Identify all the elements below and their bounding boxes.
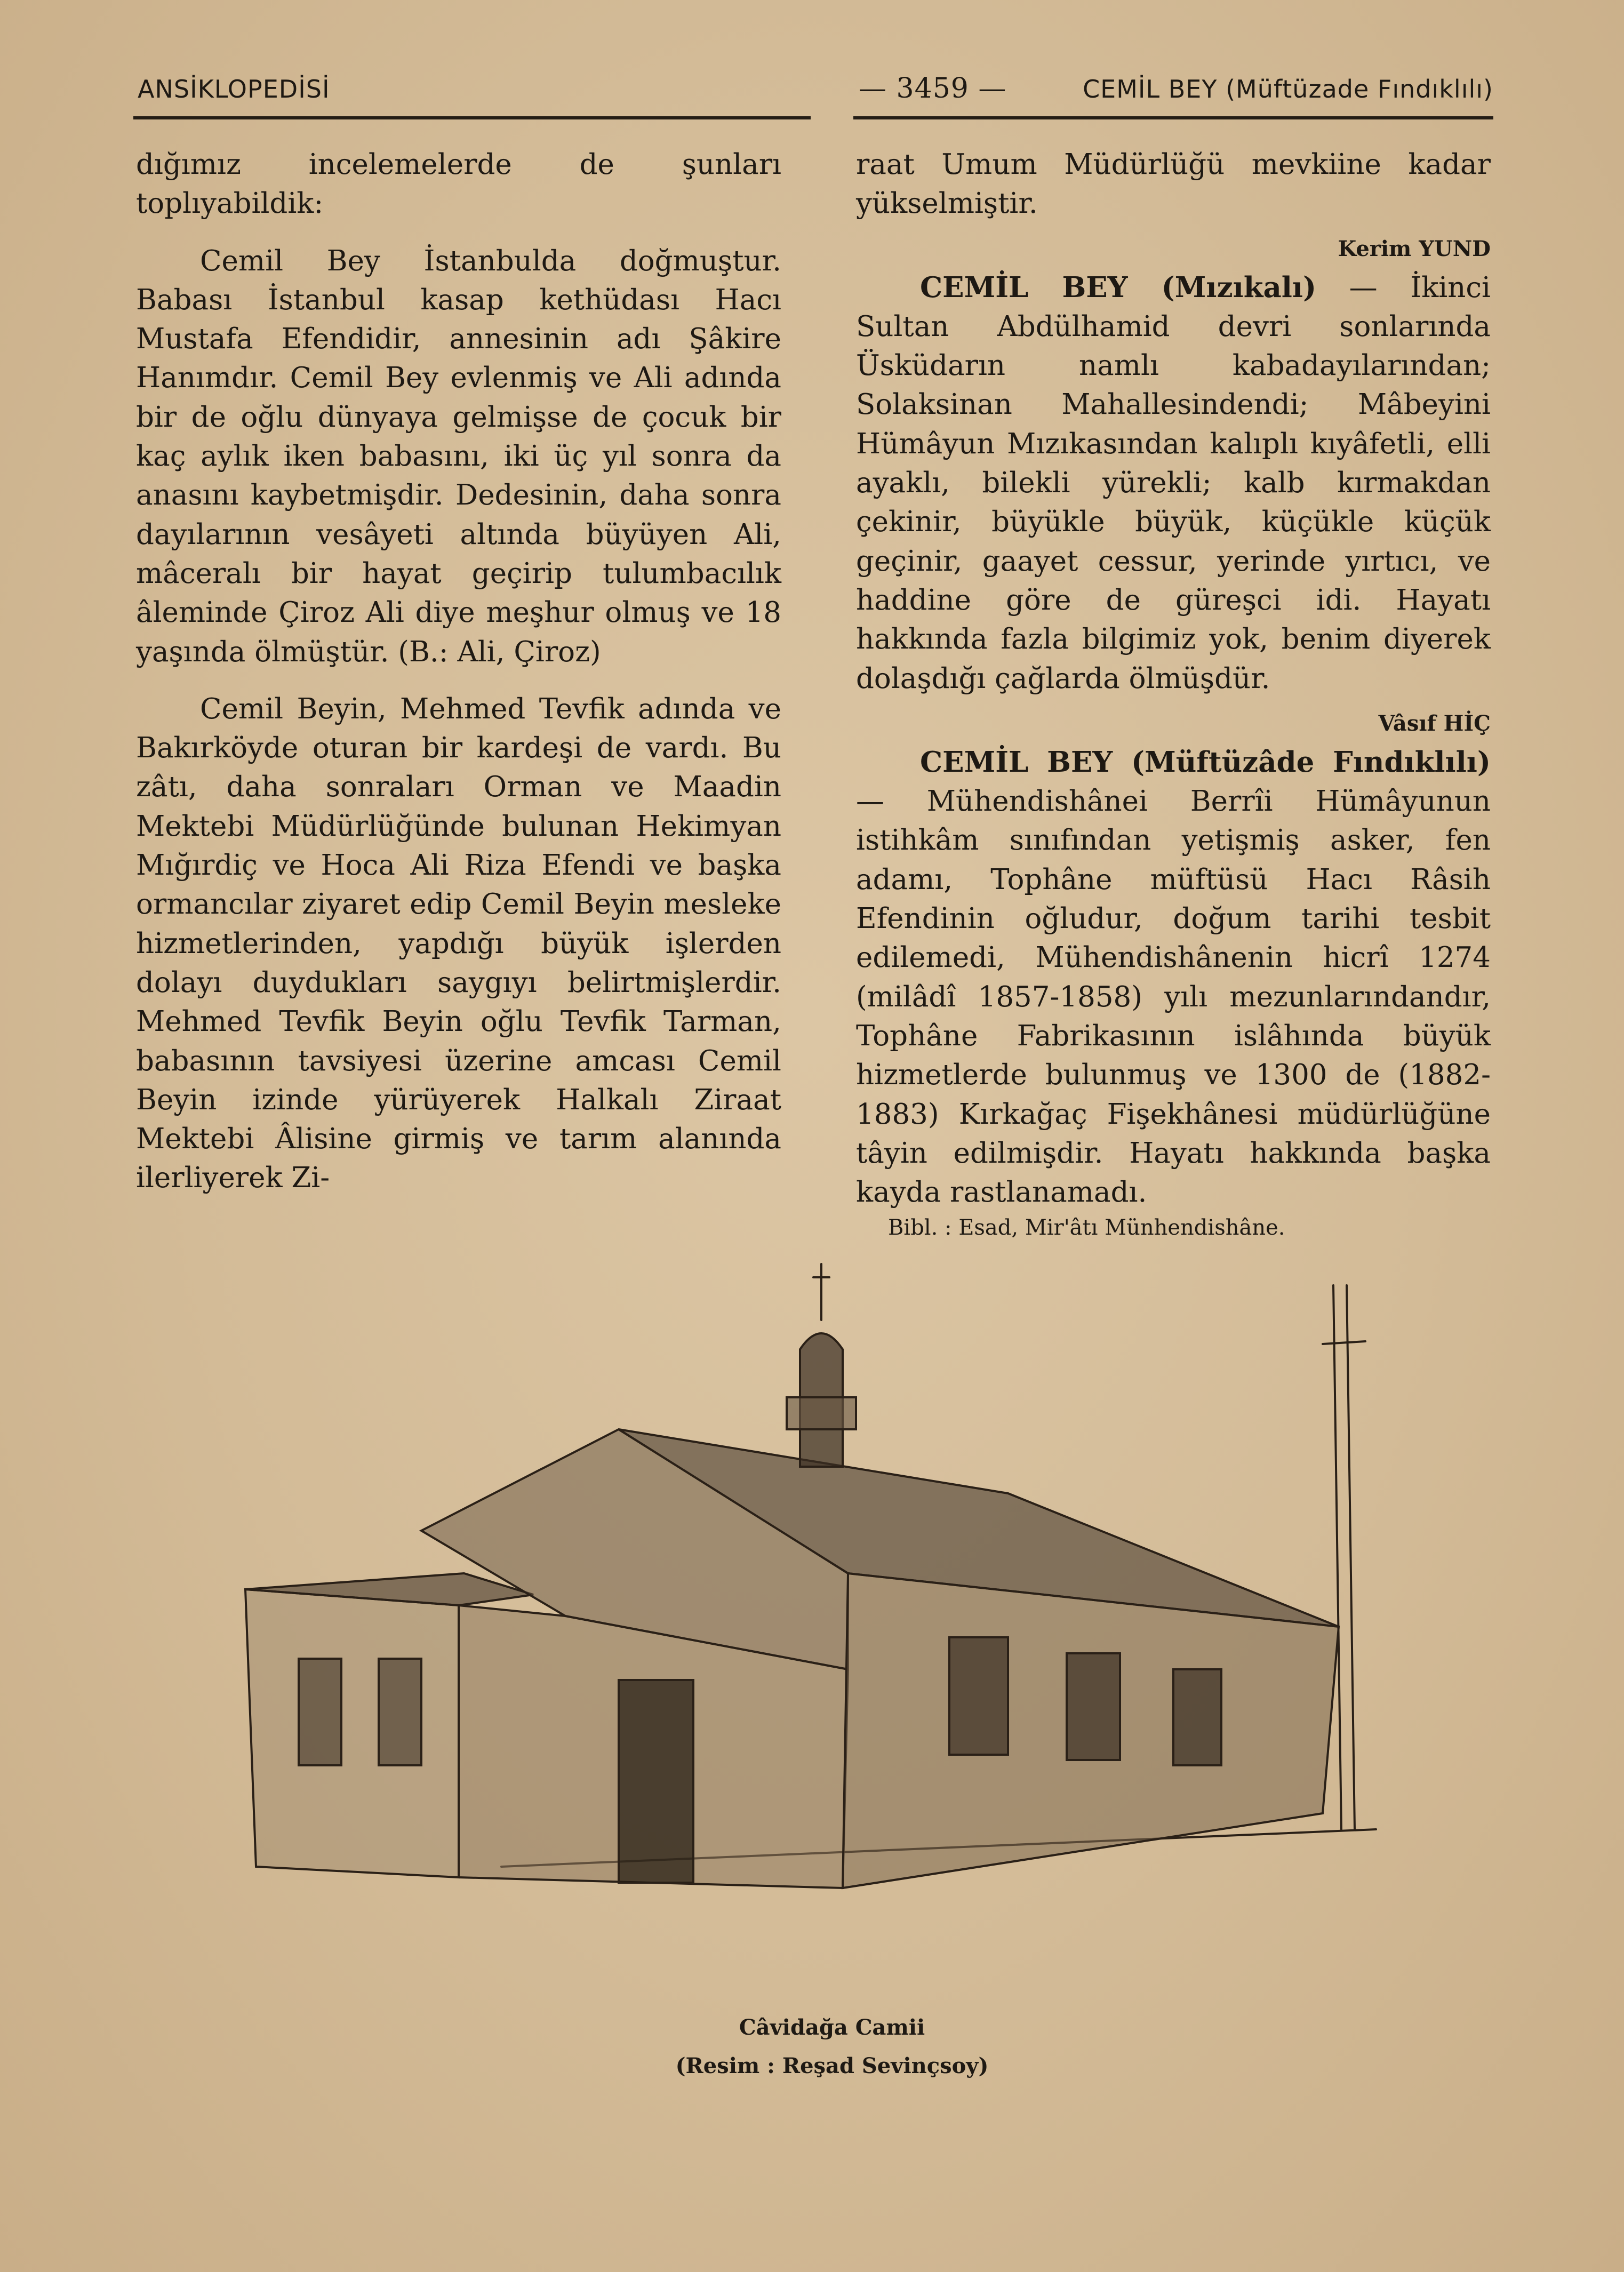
figure-caption-credit: (Resim : Reşad Sevinçsoy) bbox=[675, 2053, 989, 2078]
author-signature: Kerim YUND bbox=[1338, 236, 1491, 261]
header-rule-left bbox=[133, 116, 811, 119]
header-running-title: CEMİL BEY (Müftüzade Fındıklılı) bbox=[1083, 75, 1493, 103]
paragraph: dığımız incelemelerde de şunları toplıyabildik: bbox=[136, 148, 781, 220]
entry-body: — Mühendishânei Berrîi Hümâyunun istihkâm sınıfından yetişmiş asker, fen adamı, Tophâne müftüsü Hacı Râsih Efendinin oğludur, doğum tarihi tesbit edilemedi, Mühendishânenin hicrî 1274 (milâdî 1857-1858) yılı mezunlarındandır, Tophâne Fabrikasının islâhında büyük hizmetlerde bulunmuş ve 1300 de (1882-1883) Kırkağaç Fişekhânesi müdürlüğüne tâyin edilmişdir. Hayatı hakkında başka kayda rastlanamadı. bbox=[856, 785, 1491, 1209]
bibliography: Bibl. : Esad, Mir'âtı Münhendishâne. bbox=[888, 1215, 1285, 1241]
author-signature: Vâsıf HİÇ bbox=[1378, 710, 1491, 736]
page-number: — 3459 — bbox=[859, 73, 1007, 105]
entry-title: CEMİL BEY (Müftüzâde Fındıklılı) bbox=[920, 745, 1491, 779]
header-rule-right bbox=[853, 116, 1493, 119]
left-column bbox=[136, 145, 781, 1198]
entry-body: — İkinci Sultan Abdülhamid devri sonlarında Üsküdarın namlı kabadayılarından; Solaksinan Mahallesindendi; Mâbeyini Hümâyun Mızıkasından kalıplı kıyâfetli, elli ayaklı, bilekli yürekli; kalb kırmakdan çekinir, büyükle büyük, küçükle küçük geçinir, gaayet cessur, yerinde yırtıcı, ve haddine göre de güreşci idi. Hayatı hakkında fazla bilgimiz yok, benim diyerek dolaşdığı çağlarda ölmüşdür. bbox=[856, 271, 1491, 695]
entry-cemil-bey-muftuzade bbox=[856, 743, 1491, 1212]
paragraph: Cemil Beyin, Mehmed Tevfik adında ve Bakırköyde oturan bir kardeşi de vardı. Bu zâtı, daha sonraları Orman ve Maadin Mektebi Müdürlüğünde bulunan Hekimyan Mığırdiç ve Hoca Ali Riza Efendi ve başka ormancılar ziyaret edip Cemil Beyin mesleke hizmetlerinden, yapdığı büyük işlerden dolayı duydukları saygıyı belirtmişlerdir. Mehmed Tevfik Beyin oğlu Tevfik Tarman, babasının tavsiyesi üzerine amcası Cemil Beyin izinde yürüyerek Halkalı Ziraat Mektebi Âlisine girmiş ve tarım alanında ilerliyerek Zi- bbox=[136, 692, 781, 1195]
paragraph: Cemil Bey İstanbulda doğmuştur. Babası İstanbul kasap kethüdası Hacı Mustafa Efendidir, annesinin adı Şâkire Hanımdır. Cemil Bey evlenmiş ve Ali adında bir de oğlu dünyaya gelmişse de çocuk bir kaç aylık iken babasını, iki üç yıl sonra da anasını kaybetmişdir. Dedesinin, daha sonra dayılarının vesâyeti altında büyüyen Ali, mâceralı bir hayat geçirip tulumbacılık âleminde Çiroz Ali diye meşhur olmuş ve 18 yaşında ölmüştür. (B.: Ali, Çiroz) bbox=[136, 244, 781, 668]
entry-title: CEMİL BEY (Mızıkalı) bbox=[920, 270, 1317, 304]
mosque-illustration bbox=[235, 1253, 1403, 2011]
paragraph: raat Umum Müdürlüğü mevkiine kadar yükselmiştir. bbox=[856, 148, 1491, 220]
page-header bbox=[133, 65, 1493, 108]
entry-cemil-bey-mizikali bbox=[856, 268, 1491, 698]
figure-caption-title: Câvidağa Camii bbox=[739, 2015, 925, 2040]
header-encyclopedia-title: ANSİKLOPEDİSİ bbox=[138, 75, 330, 103]
right-column bbox=[856, 145, 1491, 1244]
